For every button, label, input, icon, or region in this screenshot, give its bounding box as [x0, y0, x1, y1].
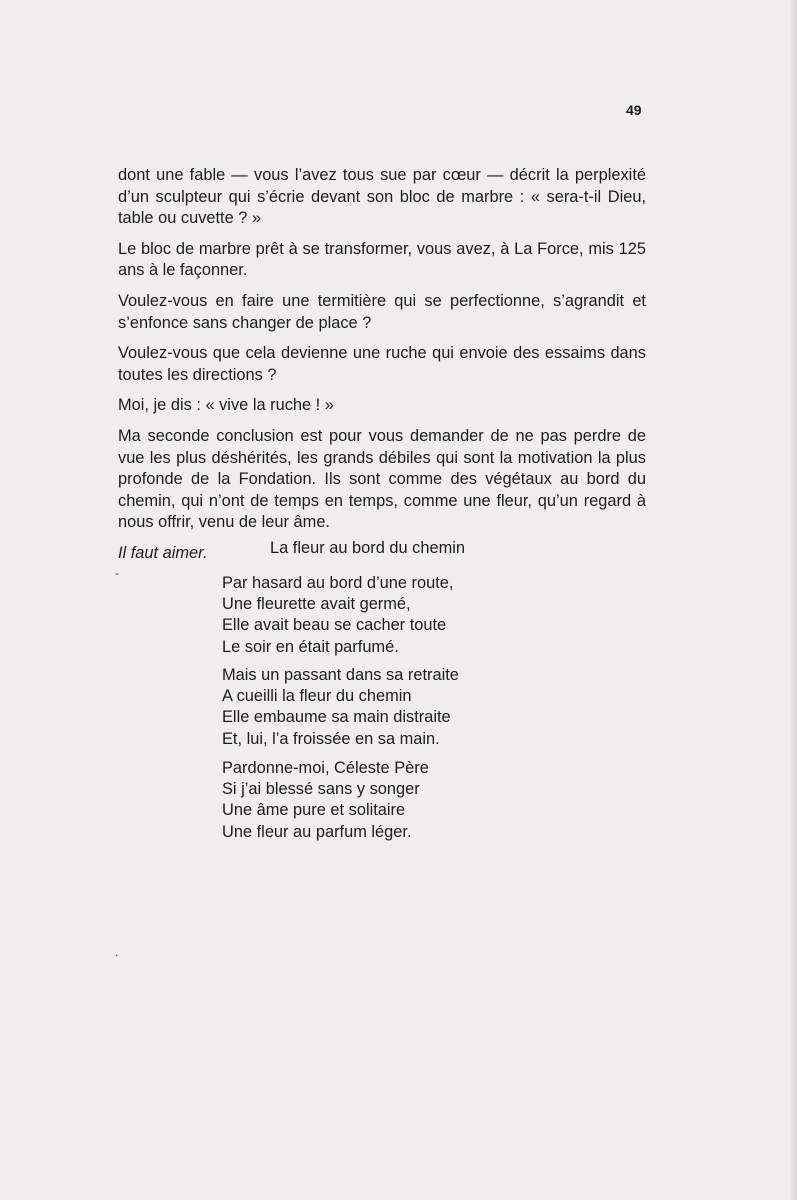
poem-stanza-3 — [222, 758, 429, 843]
poem-line: Par hasard au bord d’une route, — [222, 574, 454, 592]
body-text — [118, 165, 646, 574]
poem-stanza-2 — [222, 665, 459, 750]
poem-line: Pardonne-moi, Céleste Père — [222, 759, 429, 777]
paragraph-bloc-de-marbre: Le bloc de marbre prêt à se transformer, vous avez, à La Force, mis 125 ans à le façonner. — [118, 239, 646, 280]
page-edge-shadow — [789, 0, 797, 1200]
poem-stanza-1 — [222, 573, 453, 658]
poem-line: Mais un passant dans sa retraite — [222, 666, 459, 684]
poem-line: Et, lui, l’a froissée en sa main. — [222, 729, 440, 748]
closing-italic: Il faut aimer. — [118, 543, 208, 562]
poem-line: Si j’ai blessé sans y songer — [222, 780, 420, 799]
paragraph-ruche: Voulez-vous que cela devienne une ruche qui envoie des essaims dans toutes les directions ? — [118, 344, 646, 384]
poem-line: Une fleurette avait germé, — [222, 595, 411, 614]
poem-line: A cueilli la fleur du chemin — [222, 687, 412, 706]
poem-line: Le soir en était parfumé. — [222, 637, 399, 656]
page-number: 49 — [626, 102, 642, 118]
poem-line: Elle embaume sa main distraite — [222, 708, 451, 727]
paragraph-fable: dont une fable — vous l’avez tous sue par cœur — décrit la perplexité d’un sculpteur qui s’écrie devant son bloc de marbre : « sera-t-il Dieu, table ou cuvette ? » — [118, 166, 646, 228]
stray-mark: - — [115, 566, 119, 580]
paragraph-termitiere: Voulez-vous en faire une termitière qui se perfectionne, s’agrandit et s’enfonce sans changer de place ? — [118, 291, 646, 332]
poem-line: Une âme pure et solitaire — [222, 801, 406, 820]
paragraph-seconde-conclusion: Ma seconde conclusion est pour vous demander de ne pas perdre de vue les plus déshérités, les grands débiles qui sont la motivation la plus profonde de la Fondation. Ils sont comme des végétaux au bord du chemin, qui n’ont de temps en temps, comme une fleur, qu’un regard à nous offrir, venu de leur âme. — [118, 426, 646, 532]
stray-mark: . — [115, 945, 119, 959]
poem-title: La fleur au bord du chemin — [270, 539, 465, 557]
poem-line: Une fleur au parfum léger. — [222, 822, 412, 841]
paragraph-vive-la-ruche: Moi, je dis : « vive la ruche ! » — [118, 396, 334, 415]
poem-line: Elle avait beau se cacher toute — [222, 616, 447, 635]
